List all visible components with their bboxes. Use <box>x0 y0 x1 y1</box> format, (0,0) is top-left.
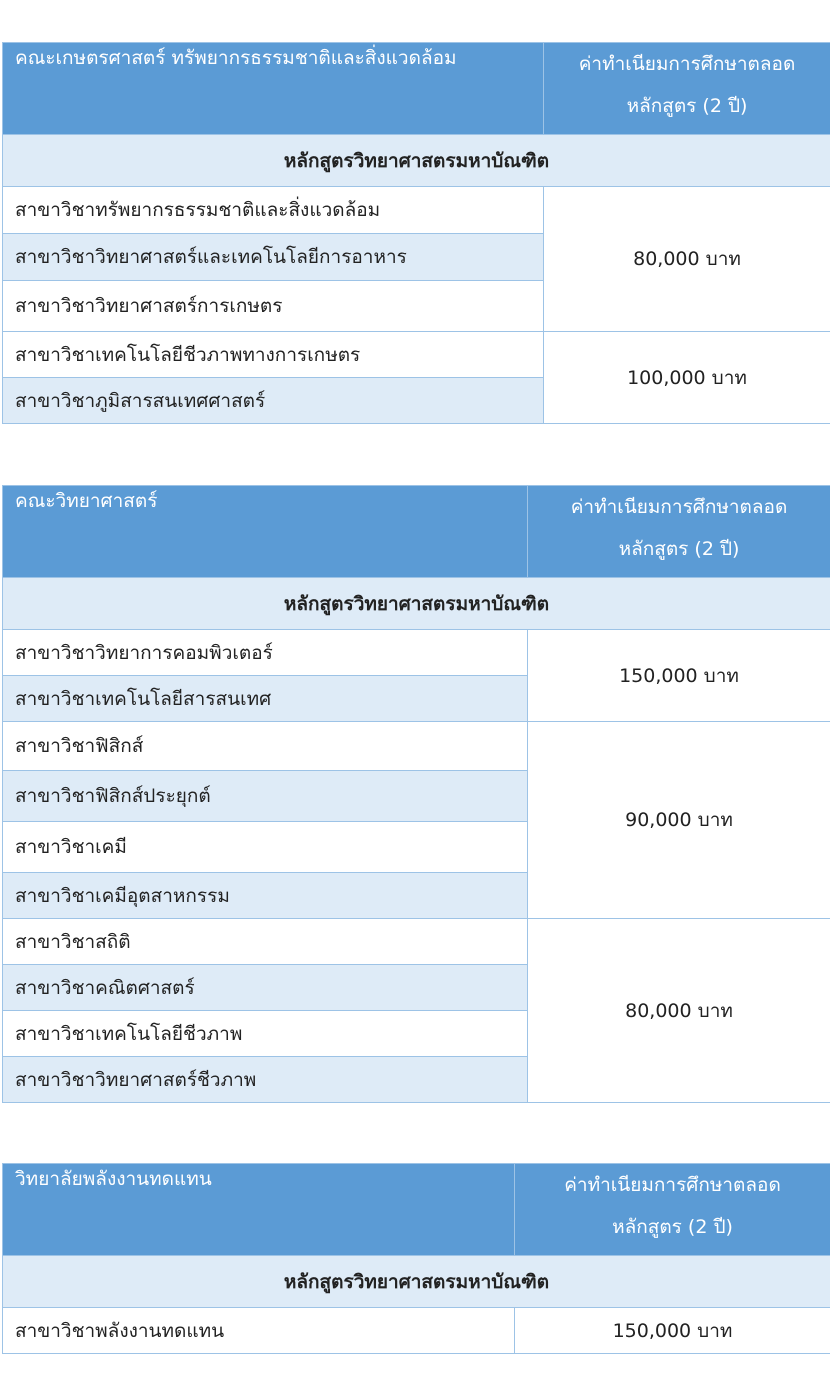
major-row: สาขาวิชาเคมี <box>3 822 528 873</box>
fee-header-line1: ค่าทำเนียมการศึกษาตลอด <box>570 496 788 518</box>
major-row: สาขาวิชาทรัพยากรธรรมชาติและสิ่งแวดล้อม <box>3 187 544 234</box>
fee-header-line2: หลักสูตร (2 ปี) <box>626 95 748 117</box>
major-row: สาขาวิชาเคมีอุตสาหกรรม <box>3 873 528 919</box>
major-row: สาขาวิชาคณิตศาสตร์ <box>3 965 528 1011</box>
fee-table-science <box>2 485 830 1103</box>
major-row: สาขาวิชาสถิติ <box>3 919 528 965</box>
major-row: สาขาวิชาเทคโนโลยีสารสนเทศ <box>3 676 528 722</box>
fee-value: 90,000 บาท <box>528 722 830 919</box>
fee-value: 80,000 บาท <box>544 187 830 332</box>
program-header: หลักสูตรวิทยาศาสตรมหาบัณฑิต <box>3 135 830 187</box>
fee-value: 150,000 บาท <box>528 630 830 722</box>
major-row: สาขาวิชาวิทยาการคอมพิวเตอร์ <box>3 630 528 676</box>
fee-value: 100,000 บาท <box>544 332 830 424</box>
fee-header-line1: ค่าทำเนียมการศึกษาตลอด <box>578 53 796 75</box>
major-row: สาขาวิชาวิทยาศาสตร์และเทคโนโลยีการอาหาร <box>3 234 544 281</box>
program-header: หลักสูตรวิทยาศาสตรมหาบัณฑิต <box>3 1256 830 1308</box>
fee-header <box>515 1164 830 1256</box>
fee-value: 80,000 บาท <box>528 919 830 1103</box>
fee-header-line1: ค่าทำเนียมการศึกษาตลอด <box>564 1174 781 1196</box>
major-row: สาขาวิชาเทคโนโลยีชีวภาพ <box>3 1011 528 1057</box>
fee-header-line2: หลักสูตร (2 ปี) <box>612 1216 733 1238</box>
major-row: สาขาวิชาฟิสิกส์ <box>3 722 528 771</box>
fee-table-renewable-energy <box>2 1163 830 1354</box>
major-row: สาขาวิชาพลังงานทดแทน <box>3 1308 515 1354</box>
faculty-header: วิทยาลัยพลังงานทดแทน <box>3 1164 515 1256</box>
faculty-header: คณะเกษตรศาสตร์ ทรัพยากรธรรมชาติและสิ่งแวดล้อม <box>3 43 544 135</box>
faculty-header: คณะวิทยาศาสตร์ <box>3 486 528 578</box>
major-row: สาขาวิชาวิทยาศาสตร์ชีวภาพ <box>3 1057 528 1103</box>
fee-header <box>528 486 830 578</box>
fee-table-agriculture <box>2 42 830 424</box>
fee-value: 150,000 บาท <box>515 1308 830 1354</box>
major-row: สาขาวิชาฟิสิกส์ประยุกต์ <box>3 771 528 822</box>
major-row: สาขาวิชาวิทยาศาสตร์การเกษตร <box>3 281 544 332</box>
fee-header-line2: หลักสูตร (2 ปี) <box>618 538 740 560</box>
program-header: หลักสูตรวิทยาศาสตรมหาบัณฑิต <box>3 578 830 630</box>
fee-header <box>544 43 830 135</box>
major-row: สาขาวิชาภูมิสารสนเทศศาสตร์ <box>3 378 544 424</box>
major-row: สาขาวิชาเทคโนโลยีชีวภาพทางการเกษตร <box>3 332 544 378</box>
